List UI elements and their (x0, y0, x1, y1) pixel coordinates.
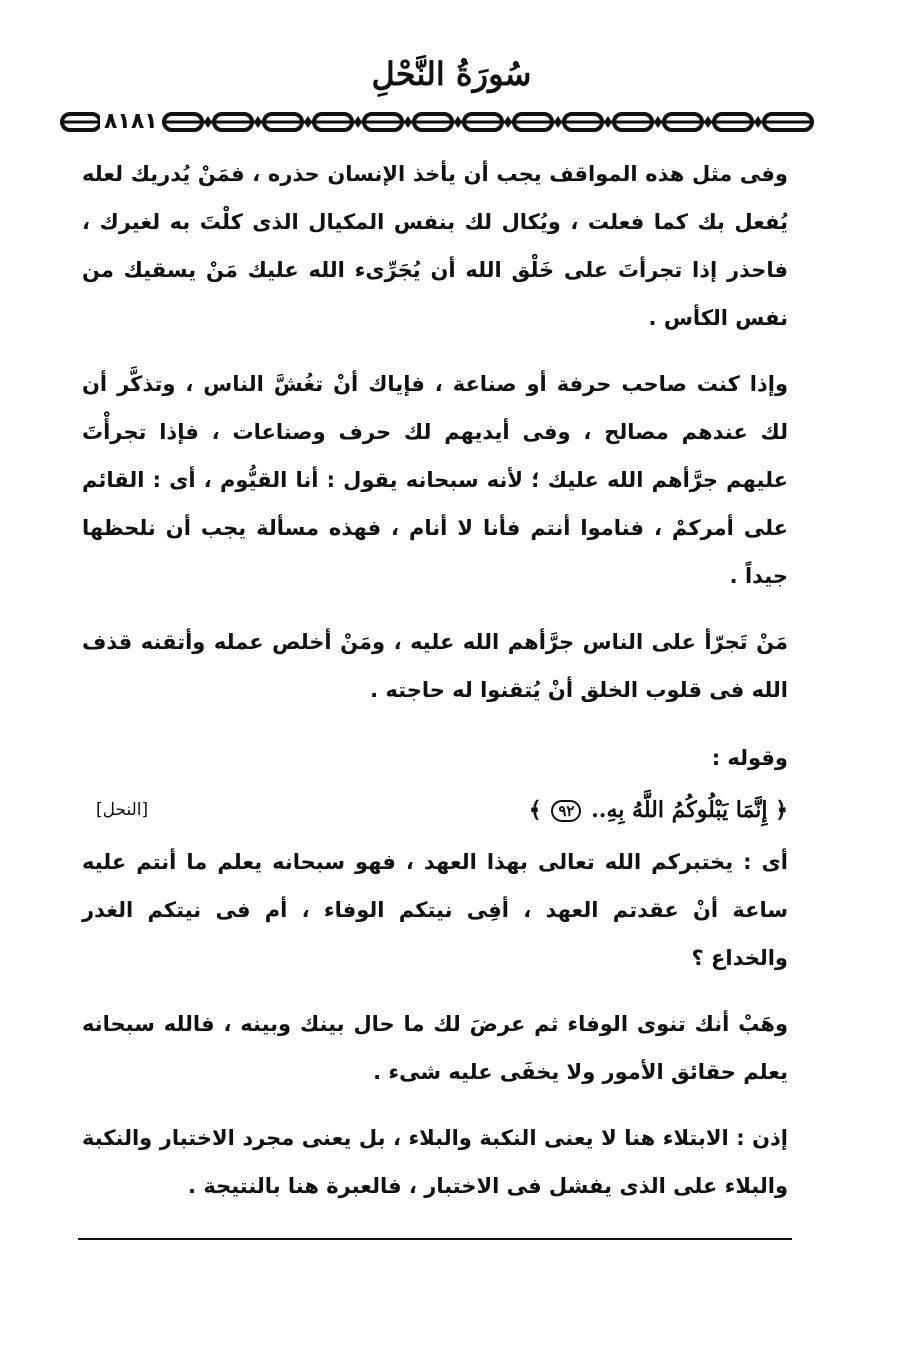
verse-text: إِنَّمَا يَبْلُوكُمُ اللَّهُ بِهِ.. (591, 797, 768, 823)
paragraph-6: إذن : الابتلاء هنا لا يعنى النكبة والبلاء ، بل يعنى مجرد الاختبار والنكبة والبلاء على الذى يفشل فى الاختبار ، فالعبرة هنا بالنتيجة . (82, 1126, 788, 1198)
verse-intro: وقوله : (711, 746, 788, 770)
quran-verse (529, 786, 788, 834)
ayah-number: ٩٢ (551, 800, 581, 822)
paragraph-4: أى : يختبركم الله تعالى بهذا العهد ، فهو سبحانه يعلم ما أنتم عليه ساعة أنْ عقدتم العهد ، أفِى نيتكم الوفاء ، أم فى نيتكم الغدر والخداع ؟ (82, 850, 788, 970)
page-number: ٨١٨١ (100, 108, 162, 136)
verse-close-bracket: ﴾ (528, 797, 542, 823)
paragraph-2: وإذا كنت صاحب حرفة أو صناعة ، فإياك أنْ تغُشَّ الناس ، وتذكَّر أن لك عندهم مصالح ، وفى أيديهم لك حرف وصناعات ، فإذا تجرأْتَ عليهم جرَّأهم الله عليك ؛ لأنه سبحانه يقول : أنا القيُّوم ، أى : القائم على أمركمْ ، فناموا أنتم فأنا لا أنام ، فهذه مسألة يجب أن نلحظها جيداً . (82, 372, 788, 588)
paragraph-5: وهَبْ أنك تنوى الوفاء ثم عرضَ لك ما حال بينك وبينه ، فالله سبحانه يعلم حقائق الأمور ولا يخفَى عليه شىء . (82, 1012, 788, 1084)
verse-open-bracket: ﴿ (775, 797, 788, 823)
decorative-header-band (58, 108, 816, 136)
quran-verse-row (82, 786, 788, 838)
surah-title: سُورَةُ النَّحْلِ (371, 55, 532, 93)
paragraph-3: مَنْ تَجرّأ على الناس جرَّأهم الله عليه ، ومَنْ أخلص عمله وأتقنه قذف الله فى قلوب الخلق أنْ يُتقنوا له حاجته . (82, 630, 788, 702)
verse-reference: [النحل] (96, 800, 149, 820)
paragraph-1: وفى مثل هذه المواقف يجب أن يأخذ الإنسان حذره ، فمَنْ يُدريك لعله يُفعل بك كما فعلت ، ويُكال لك بنفس المكيال الذى كلْتَ به لغيرك ، فاحذر إذا تجرأتَ على خَلْق الله أن يُجَرِّىء الله عليك مَنْ يسقيك من نفس الكأس . (82, 162, 788, 330)
footer-rule (78, 1238, 792, 1240)
page-body (82, 150, 788, 1210)
